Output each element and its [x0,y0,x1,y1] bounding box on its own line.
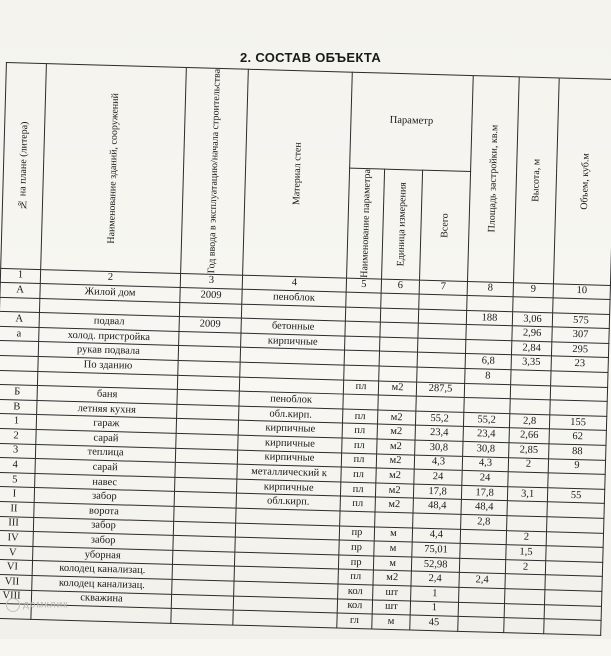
watermark [6,598,69,612]
table-cell [507,501,547,517]
table-cell: пл [340,482,375,498]
column-number: 1 [0,268,40,284]
table-cell: м [374,527,412,543]
table-cell: 4,4 [412,528,460,544]
watermark-text: домклик [23,599,69,611]
table-cell: А [0,312,39,328]
table-cell [379,366,417,382]
table-cell [546,546,603,562]
table-cell [344,365,379,381]
table-cell: холод. пристройка [39,327,179,345]
table-cell [416,396,464,412]
table-cell [417,353,465,369]
table-cell [551,371,608,387]
table-cell [345,321,380,337]
table-cell: 2,66 [509,428,549,444]
table-cell: обл.кирп. [239,406,343,423]
table-cell: 23,4 [463,427,509,443]
table-cell: 17,8 [461,485,507,501]
table-cell: Жилой дом [40,284,180,302]
table-cell: забор [34,488,174,506]
table-cell [413,513,461,529]
table-cell: 3,35 [511,355,551,371]
table-cell: VIII [0,589,32,605]
header-cell-param-name [347,168,385,279]
table-cell [513,297,553,313]
section-title: 2. СОСТАВ ОБЪЕКТА [240,50,382,65]
table-cell [346,292,381,308]
table-cell [419,294,467,310]
table-cell: 2 [505,559,545,575]
table-cell [508,472,548,488]
table-cell [511,370,551,386]
table-cell: 75,01 [412,542,460,558]
table-cell: кирпичные [238,435,342,452]
table-cell: 575 [552,313,609,329]
header-label: № на плане (литера) [16,121,31,210]
column-number: 10 [553,283,610,299]
table-cell: 2,96 [512,326,552,342]
table-cell: IV [0,531,33,547]
table-cell: пеноблок [239,391,343,408]
table-cell: 30,8 [463,441,509,457]
table-cell [544,604,601,620]
table-cell: м2 [375,497,413,513]
table-cell: 30,8 [415,440,463,456]
table-cell: м [374,541,412,557]
table-cell: кол [338,584,373,600]
table-cell: 1 [410,601,458,617]
table-cell [504,618,544,634]
table-cell: подвал [39,313,179,331]
table-cell [510,399,550,415]
table-cell: м2 [377,410,415,426]
table-cell [233,610,337,627]
table-cell: м2 [376,468,414,484]
table-cell [0,297,40,313]
object-composition-table [0,62,611,636]
header-cell-name [41,64,187,273]
table-cell: м2 [377,439,415,455]
table-cell [380,322,418,338]
table-cell [467,296,513,312]
table-cell: гл [337,613,372,629]
table-cell: кирпичные [236,479,340,496]
table-cell: 307 [552,327,609,343]
header-cell-material [243,69,353,277]
table-cell: обл.кирп. [236,494,340,511]
table-cell: кирпичные [238,421,342,438]
table-cell: навес [35,473,175,491]
header-cell-number [1,63,47,270]
table-cell [375,512,413,528]
table-cell: VI [0,560,33,576]
header-cell-parameter: Параметр [350,72,474,171]
table-cell: II [0,501,34,517]
table-cell: 2,8 [509,414,549,430]
column-number: 2 [40,269,180,287]
table-cell: пр [339,526,374,542]
table-cell [458,617,504,633]
header-label: Высота, м [530,158,543,202]
table-cell [505,589,545,605]
header-label: Всего [439,213,451,238]
table-cell [459,587,505,603]
table-cell [545,590,602,606]
table-cell [507,516,547,532]
header-label: Материал стен [291,141,304,206]
table-cell: пл [341,467,376,483]
table-cell [546,531,603,547]
column-number: 7 [419,280,467,296]
table-cell [504,603,544,619]
table-cell: 1 [0,414,37,430]
header-cell-unit [382,169,423,280]
table-cell: 55,2 [415,411,463,427]
table-cell [550,400,607,416]
table-cell [417,367,465,383]
table-cell [417,338,465,354]
table-cell: кирпичные [241,333,345,350]
table-cell: 52,98 [411,557,459,573]
table-cell [547,517,604,533]
table-cell: кирпичные [237,450,341,467]
table-cell [380,337,418,353]
table-cell: V [0,545,33,561]
table-cell [545,575,602,591]
table-cell: пл [342,438,377,454]
table-cell: 6,8 [465,354,511,370]
table-cell [510,384,550,400]
table-cell: 2009 [180,288,242,304]
table-cell: 24 [462,471,508,487]
table-cell: пл [341,453,376,469]
table-cell: 9 [548,458,605,474]
table-cell: колодец канализац. [32,561,172,579]
table-cell: летняя кухня [37,400,177,418]
header-label: Год ввода в эксплуатацию/начала строительства [206,68,223,274]
column-number: 4 [242,275,346,292]
table-cell: 45 [410,615,458,631]
table-cell [418,323,466,339]
table-cell [345,336,380,352]
table-cell: 3,1 [507,487,547,503]
table-cell: 1,5 [506,545,546,561]
column-number: 6 [381,279,419,295]
table-cell: 188 [466,310,512,326]
column-number: 5 [346,278,381,294]
table-cell: 2 [506,530,546,546]
table-cell: м [372,614,410,630]
table-cell [465,339,511,355]
header-label: Наименование параметра [358,168,373,278]
table-cell: В [0,399,37,415]
table-cell: По зданию [38,357,178,375]
table-cell: уборная [33,546,173,564]
column-number: 3 [180,273,242,289]
table-cell: 48,4 [461,500,507,516]
table-cell [378,395,416,411]
table-cell: 295 [551,342,608,358]
table-cell: сарай [36,430,176,448]
table-cell: ворота [34,502,174,520]
table-cell: I [0,487,35,503]
table-cell: 62 [549,429,606,445]
table-cell: 24 [414,469,462,485]
table-cell [548,473,605,489]
table-cell: бетонные [241,318,345,335]
table-cell: пл [343,380,378,396]
table-cell: 2009 [179,317,241,333]
table-cell: м2 [378,381,416,397]
table-cell: 4 [0,458,35,474]
table-cell: 88 [549,444,606,460]
table-cell: м2 [375,483,413,499]
table-cell [464,383,510,399]
table-cell [460,529,506,545]
table-cell: 287,5 [416,382,464,398]
table-cell: 3,06 [512,311,552,327]
table-cell [0,341,39,357]
table-cell: колодец канализац. [32,575,172,593]
table-cell [505,574,545,590]
table-cell: 2,85 [509,443,549,459]
table-cell: пеноблок [242,289,346,306]
table-cell [344,351,379,367]
table-cell [459,558,505,574]
table-cell: кол [337,599,372,615]
table-cell: 155 [549,415,606,431]
table-cell [0,355,38,371]
table-cell: 55 [547,488,604,504]
header-cell-height [514,77,560,284]
header-cell-area [468,76,520,283]
table-cell: пл [342,409,377,425]
table-cell: металлический к [237,464,341,481]
table-cell: III [0,516,34,532]
table-cell [458,602,504,618]
table-cell: 23,4 [415,426,463,442]
watermark-logo-icon [6,598,20,612]
table-cell: пр [339,540,374,556]
table-cell: сарай [35,459,175,477]
column-number: 8 [467,281,513,297]
table-cell: А [0,283,40,299]
table-cell: VII [0,574,32,590]
table-cell: пл [340,496,375,512]
table-cell: 55,2 [463,412,509,428]
table-cell: 17,8 [413,484,461,500]
table-cell: 2,4 [411,571,459,587]
table-cell: баня [37,386,177,404]
table-cell: пл [338,569,373,585]
table-cell: 2,4 [459,573,505,589]
table-cell [545,561,602,577]
table-cell: 8 [465,369,511,385]
header-cell-year [181,68,249,275]
header-cell-total [420,170,471,281]
table-cell: 1 [411,586,459,602]
table-cell [466,325,512,341]
table-cell: а [0,326,39,342]
table-cell: гараж [36,415,176,433]
header-label: Наименование зданий, сооружений [105,92,122,244]
table-cell [0,370,38,386]
table-cell [547,502,604,518]
header-label: Единица измерения [395,182,409,267]
table-cell: 4,3 [414,455,462,471]
table-cell [460,544,506,560]
table-cell [345,307,380,323]
table-cell: м2 [373,570,411,586]
table-cell: 23 [551,356,608,372]
table-cell: рукав подвала [38,342,178,360]
table-cell [381,293,419,309]
table-cell [171,608,233,624]
table-cell: забор [33,532,173,550]
table-cell: 2,84 [511,341,551,357]
table-cell: теплица [35,444,175,462]
table-cell: Б [0,385,37,401]
table-cell: 4,3 [462,456,508,472]
table-cell: шт [372,600,410,616]
table-cell [343,394,378,410]
table-cell [380,308,418,324]
table-cell: м2 [377,424,415,440]
table-cell [550,386,607,402]
table-cell: пр [338,555,373,571]
table-cell [340,511,375,527]
table-cell [418,309,466,325]
header-label: Объем, куб.м [578,153,592,210]
table-cell [379,352,417,368]
table-cell: 48,4 [413,498,461,514]
table-cell: скважина [31,590,171,608]
table-cell: пл [342,423,377,439]
table-cell: забор [33,517,173,535]
header-cell-volume [553,78,611,285]
table-cell: 2,8 [461,514,507,530]
table-cell [553,298,610,314]
table-cell: 5 [0,472,35,488]
table-cell [464,398,510,414]
header-label: Площадь застройки, кв.м [486,124,501,233]
table-cell [544,619,601,635]
table-cell: 2 [508,457,548,473]
table-cell: 2 [0,428,36,444]
table-cell: м [373,556,411,572]
table-cell: шт [373,585,411,601]
table-cell: 3 [0,443,36,459]
column-number: 9 [513,282,553,298]
table-cell: м2 [376,454,414,470]
